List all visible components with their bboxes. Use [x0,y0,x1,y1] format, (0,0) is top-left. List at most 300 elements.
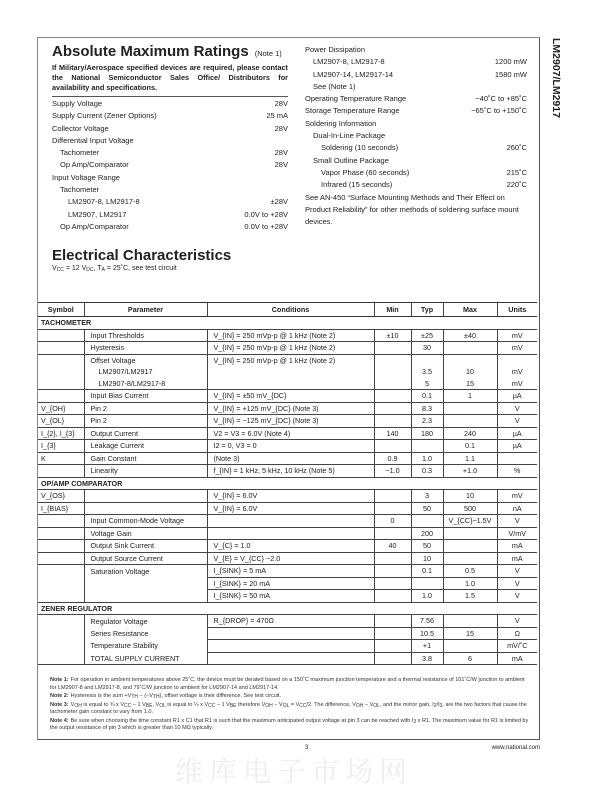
rating-row [52,147,288,159]
cell-min [374,627,411,640]
section-label: TACHOMETER [38,317,537,330]
note-3 [50,702,530,717]
cell-min [374,378,411,390]
cell-symbol [38,366,84,378]
rating-row [305,167,527,179]
cell-conditions [207,627,374,640]
table-row [38,465,537,478]
note-1 [50,677,530,692]
cell-conditions: V2 = V3 = 6.0V (Note 4) [207,427,374,440]
cell-typ: 8.3 [411,402,443,415]
table-row [38,652,537,665]
abs-max-left-list [52,98,288,233]
cell-conditions [207,378,374,390]
rating-label: Dual-In-Line Package [313,131,386,141]
cell-units: mV [497,329,537,342]
cell-max: 6 [443,652,497,665]
table-row [38,540,537,553]
cell-conditions: V_{C} = 1.0 [207,540,374,553]
cell-max: 15 [443,627,497,640]
rating-label: Op Amp/Comparator [60,221,129,231]
cell-units: mV [497,366,537,378]
cell-max: 1.0 [443,577,497,590]
cell-units: V [497,577,537,590]
cell-symbol [38,615,84,628]
cell-conditions [207,515,374,528]
cell-symbol [38,577,84,590]
cell-min [374,552,411,565]
note-4 [50,718,530,733]
rating-label: Op Amp/Comparator [60,160,129,170]
cell-max: 0.5 [443,565,497,578]
cell-min [374,527,411,540]
cell-conditions: V_{IN} = 250 mVp-p @ 1 kHz (Note 2) [207,342,374,355]
cell-parameter: Input Bias Current [84,390,207,403]
column-header-units: Units [497,303,537,317]
cell-symbol: V_{OL} [38,415,84,428]
cell-symbol [38,640,84,653]
cell-min [374,390,411,403]
cell-min [374,590,411,603]
note-label: Note 1: [50,677,69,683]
cell-min [374,440,411,453]
rating-row [305,93,527,105]
table-row [38,415,537,428]
rating-row [305,81,527,93]
table-row [38,627,537,640]
table-row [38,502,537,515]
cell-typ: 30 [411,342,443,355]
rating-row [305,118,527,130]
rating-value: −65˚C to +150˚C [471,106,527,116]
cell-units: mA [497,540,537,553]
rating-value: 25 mA [266,111,288,121]
table-row [38,390,537,403]
rating-row [305,130,527,142]
cell-min: 0 [374,515,411,528]
rating-row [52,209,288,221]
cell-typ: 1.0 [411,590,443,603]
cell-typ: 3 [411,490,443,503]
cell-min [374,502,411,515]
cell-symbol [38,329,84,342]
rating-value: ±28V [270,197,288,207]
note-label: Note 3: [50,701,69,708]
cell-conditions: (Note 3) [207,452,374,465]
cell-units: nA [497,502,537,515]
cell-parameter: Input Thresholds [84,329,207,342]
cell-units: mV/˚C [497,640,537,653]
cell-symbol [38,627,84,640]
cell-symbol [38,378,84,390]
table-row [38,354,537,366]
cell-parameter: Pin 2 [84,415,207,428]
table-row [38,342,537,355]
cell-typ: +1 [411,640,443,653]
cell-symbol [38,540,84,553]
cell-parameter: Voltage Gain [84,527,207,540]
abs-max-right-list [305,44,527,228]
cell-units: µA [497,427,537,440]
rating-value: −40˚C to +85˚C [475,94,527,104]
cell-symbol [38,390,84,403]
abs-max-title [52,43,282,60]
section-label: ZENER REGULATOR [38,602,537,615]
table-row [38,452,537,465]
cell-typ [411,577,443,590]
side-part-title: LM2907/LM2917 [550,38,562,118]
cell-units: mA [497,652,537,665]
cell-typ: 0.1 [411,565,443,578]
table-row [38,329,537,342]
cell-parameter: Gain Constant [84,452,207,465]
page-number: 3 [305,745,309,751]
cell-symbol: I_{3} [38,440,84,453]
rating-row [52,110,288,122]
cell-max [443,342,497,355]
rating-row [305,179,527,191]
cell-min [374,342,411,355]
section-row [38,602,537,615]
cell-parameter: Series Resistance [84,627,207,640]
cell-parameter: TOTAL SUPPLY CURRENT [84,652,207,665]
abs-max-note-ref: (Note 1) [254,49,282,58]
cell-conditions: I2 = 0, V3 = 0 [207,440,374,453]
cell-symbol [38,354,84,366]
note-2 [50,693,530,701]
rating-label: Differential Input Voltage [52,135,134,145]
cell-units: V/mV [497,527,537,540]
rating-value: 28V [274,123,288,133]
cell-units: Ω [497,627,537,640]
cell-max: 1 [443,390,497,403]
cell-typ: 200 [411,527,443,540]
rating-label: Operating Temperature Range [305,94,407,104]
section-label: OP/AMP COMPARATOR [38,477,537,490]
rating-label: Input Voltage Range [52,172,120,182]
cell-conditions: V_{IN} = 6.0V [207,490,374,503]
cell-typ [411,515,443,528]
military-warning: If Military/Aerospace specified devices are required, please contact the National Semiconductor Sales Office/ Distributors for availability and specifications. [52,63,288,92]
cell-conditions: I_{SINK} = 5 mA [207,565,374,578]
divider [52,96,288,97]
cell-max: 500 [443,502,497,515]
cell-max: 240 [443,427,497,440]
table-row [38,565,537,578]
cell-min [374,490,411,503]
cell-max [443,527,497,540]
rating-label: Infrared (15 seconds) [321,180,393,190]
soldering-reference-note: See AN-450 “Surface Mounting Methods and Their Effect on Product Reliability” for other methods of soldering surface mount devices. [305,192,519,227]
cell-parameter: Hysteresis [84,342,207,355]
watermark: 维库电子市场网 [175,755,414,788]
rating-row [52,98,288,110]
cell-units: mV [497,490,537,503]
cell-symbol: I_{BIAS} [38,502,84,515]
cell-parameter: LM2907/LM2917 [84,366,207,378]
cell-conditions: V_{IN} = ±50 mV_{DC} [207,390,374,403]
cell-max: 1.5 [443,590,497,603]
cell-parameter: Leakage Current [84,440,207,453]
rating-row [52,184,288,196]
cell-max: 10 [443,490,497,503]
cell-units: V [497,590,537,603]
cell-conditions: V_{IN} = 250 mVp-p @ 1 kHz (Note 2) [207,354,374,366]
website-link[interactable]: www.national.com [491,745,540,751]
column-header-min: Min [374,303,411,317]
cell-typ: 10.5 [411,627,443,640]
rating-value: 0.0V to +28V [244,221,288,231]
cell-min [374,640,411,653]
cell-min [374,652,411,665]
cell-units: V [497,402,537,415]
cell-min: −1.0 [374,465,411,478]
cell-max: 15 [443,378,497,390]
cell-max: 1.1 [443,452,497,465]
rating-row [305,105,527,117]
cell-min: 140 [374,427,411,440]
rating-value: 215˚C [506,167,527,177]
column-header-conditions: Conditions [207,303,374,317]
cell-conditions: V_{IN} = 6.0V [207,502,374,515]
cell-symbol [38,652,84,665]
rating-row [305,142,527,154]
rating-label: Power Dissipation [305,45,366,54]
cell-conditions [207,640,374,653]
cell-typ: 180 [411,427,443,440]
cell-units: % [497,465,537,478]
cell-typ: 50 [411,540,443,553]
cell-typ: 0.1 [411,390,443,403]
cell-units: V [497,515,537,528]
cell-min [374,415,411,428]
cell-parameter: Temperature Stability [84,640,207,653]
rating-label: Tachometer [60,148,100,158]
cell-conditions: V_{IN} = +125 mV_{DC} (Note 3) [207,402,374,415]
cell-units: V [497,415,537,428]
cell-typ: 7.56 [411,615,443,628]
rating-value: 260˚C [506,143,527,153]
cell-symbol [38,465,84,478]
elec-char-title: Electrical Characteristics [52,247,232,264]
rating-value: 1200 mW [494,57,527,67]
rating-row [305,44,527,56]
cell-min [374,565,411,578]
cell-symbol [38,515,84,528]
cell-conditions: f_{IN} = 1 kHz, 5 kHz, 10 kHz (Note 5) [207,465,374,478]
cell-min: ±10 [374,329,411,342]
table-header-row [38,303,537,317]
rating-label: Storage Temperature Range [305,106,400,116]
cell-parameter [84,590,207,603]
rating-value: 28V [274,99,288,108]
cell-typ: 1.0 [411,452,443,465]
cell-symbol: K [38,452,84,465]
column-header-parameter: Parameter [84,303,207,317]
cell-parameter: Output Current [84,427,207,440]
cell-typ: ±25 [411,329,443,342]
cell-units: mV [497,342,537,355]
table-row [38,366,537,378]
table-row [38,640,537,653]
rating-row [305,56,527,68]
rating-label: Vapor Phase (60 seconds) [321,167,410,177]
rating-label: LM2907-14, LM2917-14 [313,69,394,79]
cell-conditions: R_{DROP} = 470Ω [207,615,374,628]
rating-value: 1580 mW [494,69,527,79]
column-header-symbol: Symbol [38,303,84,317]
cell-max [443,354,497,366]
column-header-typ: Typ [411,303,443,317]
rating-label: Supply Voltage [52,99,103,108]
rating-value: 28V [274,160,288,170]
cell-conditions: I_{SINK} = 20 mA [207,577,374,590]
column-header-max: Max [443,303,497,317]
cell-units [497,354,537,366]
abs-max-heading: Absolute Maximum Ratings [52,43,249,60]
rating-row [52,135,288,147]
table-row [38,590,537,603]
rating-label: Supply Current (Zener Options) [52,111,157,121]
note-text: $V_{OH}$ is equal to ¾ x $V_{CC} - 1$ $V_{BE}$, $V_{OL}$ is equal to ¼ x $V_{CC} - 1$ $V_{BE}$ therefore $V_{OH} - V_{OL} = V_{CC}/2$. The difference, $V_{OH} - V_{OL}$, and the mirror gain, $I_2/I_3$, are the two factors that cause the tachometer gain constant to vary from 1.0. [50,701,527,715]
rating-row [52,159,288,171]
cell-conditions [207,652,374,665]
cell-units [497,452,537,465]
cell-parameter: Saturation Voltage [84,565,207,578]
cell-parameter: Linearity [84,465,207,478]
cell-conditions: V_{IN} = −125 mV_{DC} (Note 3) [207,415,374,428]
cell-min [374,402,411,415]
cell-units: V [497,565,537,578]
cell-parameter: Output Sink Current [84,540,207,553]
cell-parameter [84,502,207,515]
cell-conditions [207,366,374,378]
cell-max: +1.0 [443,465,497,478]
note-label: Note 2: [50,693,69,699]
table-row [38,440,537,453]
cell-typ [411,354,443,366]
cell-typ: 50 [411,502,443,515]
rating-label: LM2907-8, LM2917-8 [68,197,140,207]
cell-max: ±40 [443,329,497,342]
rating-row [305,69,527,81]
cell-units: µA [497,440,537,453]
note-label: Note 4: [50,717,69,724]
table-row [38,577,537,590]
note-text: Hysteresis is the sum $+V_{TH} - (-V_{TH})$, offset voltage is their difference. See test circuit. [70,693,282,700]
elec-char-conditions: $V_{CC} = 12$ $V_{DC}$, $T_A$ = 25˚C, see test circuit [52,265,177,273]
cell-symbol [38,342,84,355]
rating-row [52,123,288,135]
cell-symbol: V_{OS} [38,490,84,503]
rating-value: 0.0V to +28V [244,209,288,219]
cell-parameter: Pin 2 [84,402,207,415]
cell-units: µA [497,390,537,403]
table-row [38,378,537,390]
notes-section [50,677,530,734]
cell-conditions: V_{IN} = 250 mVp-p @ 1 kHz (Note 2) [207,329,374,342]
cell-units: mV [497,378,537,390]
cell-parameter [84,490,207,503]
rating-row [52,172,288,184]
table-row [38,515,537,528]
cell-symbol: I_{2}, I_{3} [38,427,84,440]
cell-typ [411,440,443,453]
cell-max [443,415,497,428]
cell-max: V_{CC}−1.5V [443,515,497,528]
cell-typ: 3.8 [411,652,443,665]
cell-symbol [38,527,84,540]
cell-parameter [84,577,207,590]
cell-min [374,577,411,590]
table-row [38,402,537,415]
cell-typ: 0.3 [411,465,443,478]
cell-max [443,402,497,415]
abs-max-left-column [52,63,288,233]
cell-max [443,540,497,553]
cell-parameter: Regulator Voltage [84,615,207,628]
cell-parameter: LM2907-8/LM2917-8 [84,378,207,390]
rating-label: LM2907-8, LM2917-8 [313,57,385,67]
cell-typ: 10 [411,552,443,565]
rating-label: See (Note 1) [313,81,356,91]
cell-max [443,640,497,653]
cell-min [374,354,411,366]
rating-label: Soldering (10 seconds) [321,143,399,153]
cell-min: 0.9 [374,452,411,465]
table-row [38,490,537,503]
cell-min [374,366,411,378]
rating-value: 28V [274,148,288,158]
cell-typ: 2.3 [411,415,443,428]
cell-parameter: Input Common-Mode Voltage [84,515,207,528]
rating-label: Soldering Information [305,118,377,128]
rating-row [52,221,288,233]
rating-label: Small Outline Package [313,155,389,165]
cell-symbol [38,590,84,603]
table-row [38,552,537,565]
cell-typ: 5 [411,378,443,390]
section-row [38,477,537,490]
table-row [38,527,537,540]
cell-conditions [207,527,374,540]
electrical-characteristics-table [38,302,537,665]
rating-label: Collector Voltage [52,123,109,133]
cell-conditions: V_{E} = V_{CC} −2.0 [207,552,374,565]
rating-label: Tachometer [60,185,100,195]
note-text: For operation in ambient temperatures above 25˚C, the device must be derated based on a 150˚C maximum junction temperature and a thermal resistance of 101˚C/W junction to ambient for LM2907-8 and LM2917-8, and 79˚C/W junction to ambient for LM2907-14 and LM2917-14. [50,677,525,691]
cell-max [443,615,497,628]
cell-parameter: Output Source Current [84,552,207,565]
cell-min [374,615,411,628]
note-text: Be sure when choosing the time constant R1 x C1 that R1 is such that the maximum anticipated output voltage at pin 3 can be reached with $I_3$ x R1. The maximum value for R1 is limited by the output resistance of pin 3 which is greater than 10 MΩ typically. [50,717,529,731]
cell-min: 40 [374,540,411,553]
cell-max: 10 [443,366,497,378]
cell-symbol [38,565,84,578]
cell-typ: 3.5 [411,366,443,378]
rating-row [305,155,527,167]
cell-symbol: V_{OH} [38,402,84,415]
rating-row [52,196,288,208]
cell-units: mA [497,552,537,565]
cell-units: V [497,615,537,628]
cell-symbol [38,552,84,565]
cell-parameter: Offset Voltage [84,354,207,366]
rating-label: LM2907, LM2917 [68,209,127,219]
table-row [38,615,537,628]
cell-max [443,552,497,565]
cell-conditions: I_{SINK} = 50 mA [207,590,374,603]
